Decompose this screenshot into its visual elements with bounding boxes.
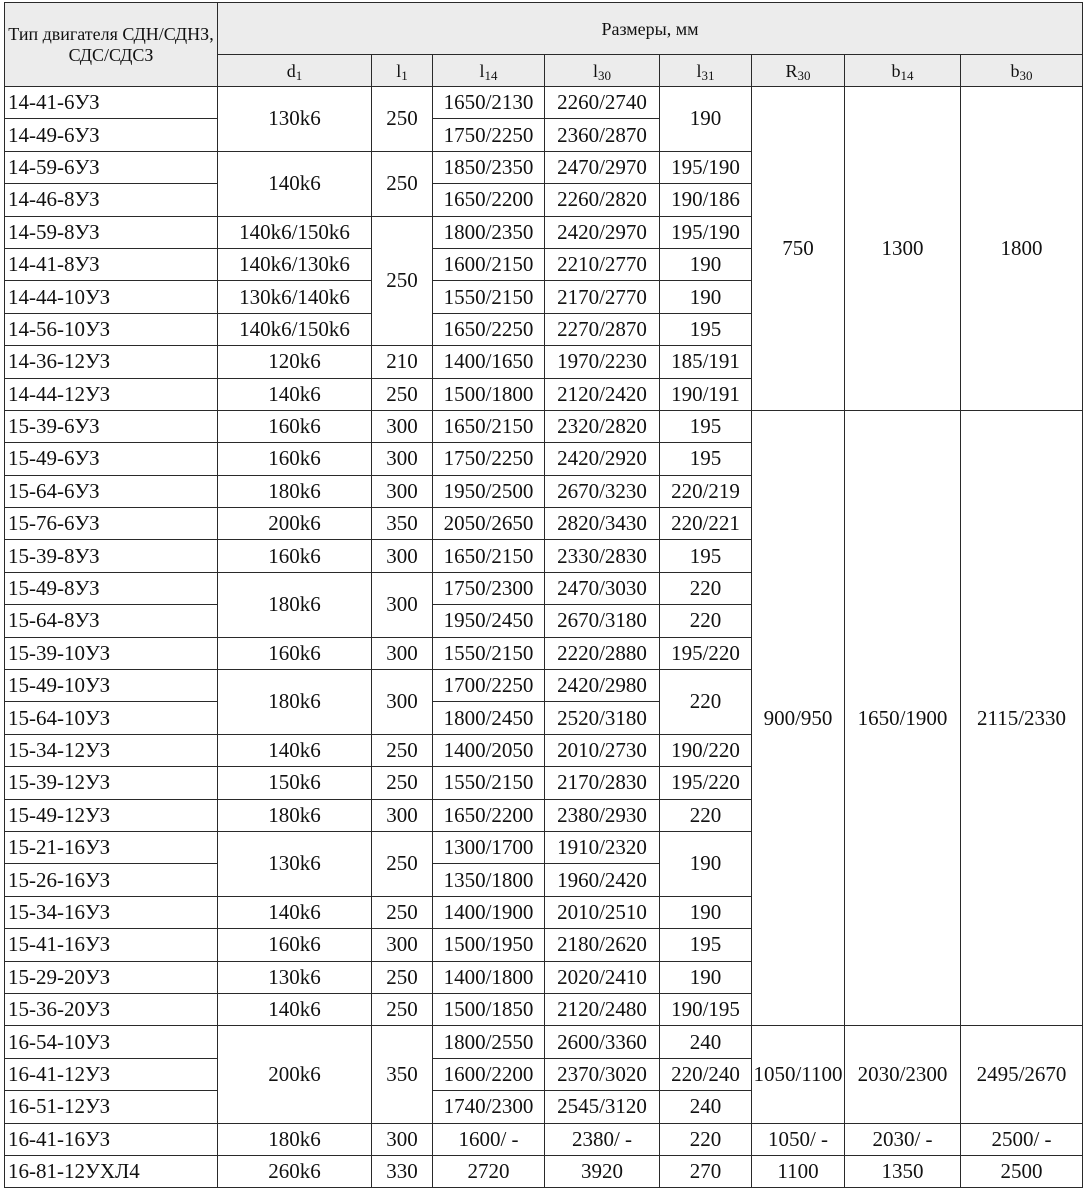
r30-cell: 1050/ - bbox=[752, 1123, 845, 1155]
l31-cell: 195/220 bbox=[660, 767, 752, 799]
l30-cell: 2420/2920 bbox=[545, 443, 660, 475]
l31-cell: 190 bbox=[660, 831, 752, 896]
l31-cell: 220 bbox=[660, 1123, 752, 1155]
l30-cell: 2260/2820 bbox=[545, 184, 660, 216]
table-row bbox=[5, 87, 1083, 119]
l30-cell: 2120/2420 bbox=[545, 378, 660, 410]
l1-cell: 250 bbox=[372, 831, 433, 896]
r30-group-cell: 1050/1100 bbox=[752, 1026, 845, 1123]
l31-cell: 190/220 bbox=[660, 734, 752, 766]
l30-cell: 2220/2880 bbox=[545, 637, 660, 669]
l14-cell: 1800/2350 bbox=[433, 216, 545, 248]
motor-type-cell: 15-21-16УЗ bbox=[5, 831, 218, 863]
l31-cell: 195 bbox=[660, 410, 752, 442]
l1-cell: 330 bbox=[372, 1155, 433, 1187]
l14-cell: 1500/1800 bbox=[433, 378, 545, 410]
l31-cell: 220 bbox=[660, 572, 752, 604]
l31-cell: 220/219 bbox=[660, 475, 752, 507]
motor-type-cell: 15-49-6УЗ bbox=[5, 443, 218, 475]
l30-cell: 2600/3360 bbox=[545, 1026, 660, 1058]
motor-type-cell: 14-56-10УЗ bbox=[5, 313, 218, 345]
d1-cell: 160k6 bbox=[218, 410, 372, 442]
l14-cell: 1400/1800 bbox=[433, 961, 545, 993]
d1-cell: 140k6/150k6 bbox=[218, 313, 372, 345]
b30-group-cell: 2115/2330 bbox=[961, 410, 1083, 1025]
l30-cell: 1960/2420 bbox=[545, 864, 660, 896]
table-row bbox=[5, 410, 1083, 442]
l30-cell: 2670/3230 bbox=[545, 475, 660, 507]
l1-cell: 300 bbox=[372, 572, 433, 637]
l30-cell: 2420/2970 bbox=[545, 216, 660, 248]
l14-cell: 1800/2550 bbox=[433, 1026, 545, 1058]
l1-cell: 300 bbox=[372, 475, 433, 507]
l1-cell: 350 bbox=[372, 1026, 433, 1123]
l31-cell: 240 bbox=[660, 1026, 752, 1058]
l14-cell: 1600/2200 bbox=[433, 1058, 545, 1090]
l14-cell: 1300/1700 bbox=[433, 831, 545, 863]
l14-cell: 1750/2250 bbox=[433, 119, 545, 151]
l14-cell: 1400/1650 bbox=[433, 346, 545, 378]
b14-cell: 1350 bbox=[845, 1155, 961, 1187]
l31-cell: 190/195 bbox=[660, 993, 752, 1025]
l1-cell: 250 bbox=[372, 993, 433, 1025]
l30-cell: 3920 bbox=[545, 1155, 660, 1187]
l14-cell: 1500/1950 bbox=[433, 929, 545, 961]
l14-cell: 1950/2450 bbox=[433, 605, 545, 637]
d1-cell: 140k6 bbox=[218, 151, 372, 216]
l1-cell: 300 bbox=[372, 443, 433, 475]
d1-cell: 180k6 bbox=[218, 1123, 372, 1155]
motor-type-cell: 14-49-6УЗ bbox=[5, 119, 218, 151]
motor-type-cell: 15-36-20УЗ bbox=[5, 993, 218, 1025]
b30-group-cell: 1800 bbox=[961, 87, 1083, 411]
l31-cell: 190/191 bbox=[660, 378, 752, 410]
d1-cell: 180k6 bbox=[218, 670, 372, 735]
sizes-header: Размеры, мм bbox=[218, 3, 1083, 55]
motor-type-cell: 15-34-16УЗ bbox=[5, 896, 218, 928]
d1-cell: 160k6 bbox=[218, 443, 372, 475]
l14-cell: 1550/2150 bbox=[433, 281, 545, 313]
col-header-b14: $b_{14}$ bbox=[845, 55, 961, 87]
table-row bbox=[5, 1123, 1083, 1155]
l30-cell: 2380/ - bbox=[545, 1123, 660, 1155]
l14-cell: 1650/2150 bbox=[433, 410, 545, 442]
l30-cell: 2380/2930 bbox=[545, 799, 660, 831]
l31-cell: 195/190 bbox=[660, 151, 752, 183]
col-header-d1: $d_1$ bbox=[218, 55, 372, 87]
b14-cell: 2030/ - bbox=[845, 1123, 961, 1155]
l30-cell: 2545/3120 bbox=[545, 1091, 660, 1123]
motor-type-cell: 14-36-12УЗ bbox=[5, 346, 218, 378]
l1-cell: 300 bbox=[372, 929, 433, 961]
l14-cell: 1950/2500 bbox=[433, 475, 545, 507]
l30-cell: 2520/3180 bbox=[545, 702, 660, 734]
d1-cell: 160k6 bbox=[218, 540, 372, 572]
d1-cell: 130k6 bbox=[218, 831, 372, 896]
l14-cell: 1650/2250 bbox=[433, 313, 545, 345]
motor-type-cell: 15-64-6УЗ bbox=[5, 475, 218, 507]
l31-cell: 190 bbox=[660, 961, 752, 993]
l31-cell: 220/221 bbox=[660, 508, 752, 540]
motor-type-cell: 16-81-12УХЛ4 bbox=[5, 1155, 218, 1187]
b14-group-cell: 2030/2300 bbox=[845, 1026, 961, 1123]
l14-cell: 1650/2130 bbox=[433, 87, 545, 119]
l31-cell: 220 bbox=[660, 799, 752, 831]
l30-cell: 2360/2870 bbox=[545, 119, 660, 151]
col-header-l30: $l_{30}$ bbox=[545, 55, 660, 87]
l30-cell: 2370/3020 bbox=[545, 1058, 660, 1090]
d1-cell: 140k6 bbox=[218, 378, 372, 410]
b30-cell: 2500/ - bbox=[961, 1123, 1083, 1155]
l31-cell: 190/186 bbox=[660, 184, 752, 216]
l31-cell: 195/220 bbox=[660, 637, 752, 669]
motor-type-cell: 15-39-6УЗ bbox=[5, 410, 218, 442]
b30-cell: 2500 bbox=[961, 1155, 1083, 1187]
d1-cell: 130k6 bbox=[218, 961, 372, 993]
col-header-l14: $l_{14}$ bbox=[433, 55, 545, 87]
l31-cell: 220 bbox=[660, 605, 752, 637]
r30-group-cell: 750 bbox=[752, 87, 845, 411]
l30-cell: 2670/3180 bbox=[545, 605, 660, 637]
b14-group-cell: 1300 bbox=[845, 87, 961, 411]
l30-cell: 2470/2970 bbox=[545, 151, 660, 183]
d1-cell: 130k6/140k6 bbox=[218, 281, 372, 313]
l1-cell: 250 bbox=[372, 151, 433, 216]
motor-type-cell: 14-59-6УЗ bbox=[5, 151, 218, 183]
motor-dimensions-table bbox=[4, 2, 1083, 1188]
l14-cell: 1400/2050 bbox=[433, 734, 545, 766]
table-row bbox=[5, 1026, 1083, 1058]
l1-cell: 350 bbox=[372, 508, 433, 540]
l14-cell: 1750/2250 bbox=[433, 443, 545, 475]
motor-type-cell: 14-44-12УЗ bbox=[5, 378, 218, 410]
motor-type-cell: 15-49-12УЗ bbox=[5, 799, 218, 831]
d1-cell: 140k6/130k6 bbox=[218, 248, 372, 280]
d1-cell: 200k6 bbox=[218, 1026, 372, 1123]
l30-cell: 2820/3430 bbox=[545, 508, 660, 540]
d1-cell: 140k6 bbox=[218, 896, 372, 928]
motor-type-cell: 16-54-10УЗ bbox=[5, 1026, 218, 1058]
motor-type-cell: 15-29-20УЗ bbox=[5, 961, 218, 993]
motor-type-cell: 15-39-12УЗ bbox=[5, 767, 218, 799]
l1-cell: 300 bbox=[372, 637, 433, 669]
l31-cell: 185/191 bbox=[660, 346, 752, 378]
l14-cell: 1500/1850 bbox=[433, 993, 545, 1025]
l14-cell: 1750/2300 bbox=[433, 572, 545, 604]
d1-cell: 260k6 bbox=[218, 1155, 372, 1187]
d1-cell: 140k6 bbox=[218, 734, 372, 766]
l14-cell: 1700/2250 bbox=[433, 670, 545, 702]
col-header-r30: $R_{30}$ bbox=[752, 55, 845, 87]
r30-cell: 1100 bbox=[752, 1155, 845, 1187]
motor-type-cell: 15-34-12УЗ bbox=[5, 734, 218, 766]
l1-cell: 250 bbox=[372, 961, 433, 993]
motor-type-cell: 16-41-16УЗ bbox=[5, 1123, 218, 1155]
l1-cell: 250 bbox=[372, 734, 433, 766]
l31-cell: 195 bbox=[660, 443, 752, 475]
l14-cell: 1800/2450 bbox=[433, 702, 545, 734]
l1-cell: 250 bbox=[372, 378, 433, 410]
l14-cell: 1600/ - bbox=[433, 1123, 545, 1155]
l30-cell: 2180/2620 bbox=[545, 929, 660, 961]
l30-cell: 2420/2980 bbox=[545, 670, 660, 702]
motor-type-cell: 15-39-8УЗ bbox=[5, 540, 218, 572]
l30-cell: 1910/2320 bbox=[545, 831, 660, 863]
l14-cell: 1400/1900 bbox=[433, 896, 545, 928]
table-row bbox=[5, 1155, 1083, 1187]
l30-cell: 2320/2820 bbox=[545, 410, 660, 442]
d1-cell: 160k6 bbox=[218, 929, 372, 961]
l31-cell: 195/190 bbox=[660, 216, 752, 248]
motor-type-cell: 14-46-8УЗ bbox=[5, 184, 218, 216]
d1-cell: 130k6 bbox=[218, 87, 372, 152]
l31-cell: 220/240 bbox=[660, 1058, 752, 1090]
l14-cell: 1650/2200 bbox=[433, 184, 545, 216]
motor-type-header: Тип двигателя СДН/СДНЗ, СДС/СДСЗ bbox=[5, 3, 218, 87]
motor-type-cell: 14-41-8УЗ bbox=[5, 248, 218, 280]
motor-type-cell: 15-26-16УЗ bbox=[5, 864, 218, 896]
d1-cell: 140k6 bbox=[218, 993, 372, 1025]
l1-cell: 210 bbox=[372, 346, 433, 378]
l31-cell: 240 bbox=[660, 1091, 752, 1123]
motor-type-cell: 15-41-16УЗ bbox=[5, 929, 218, 961]
l14-cell: 2050/2650 bbox=[433, 508, 545, 540]
l14-cell: 1550/2150 bbox=[433, 767, 545, 799]
col-header-l1: $l_1$ bbox=[372, 55, 433, 87]
l31-cell: 190 bbox=[660, 248, 752, 280]
motor-type-cell: 14-59-8УЗ bbox=[5, 216, 218, 248]
l30-cell: 2170/2830 bbox=[545, 767, 660, 799]
l31-cell: 190 bbox=[660, 281, 752, 313]
d1-cell: 120k6 bbox=[218, 346, 372, 378]
motor-type-cell: 15-49-10УЗ bbox=[5, 670, 218, 702]
l14-cell: 1350/1800 bbox=[433, 864, 545, 896]
l30-cell: 2010/2730 bbox=[545, 734, 660, 766]
l30-cell: 2470/3030 bbox=[545, 572, 660, 604]
l14-cell: 1740/2300 bbox=[433, 1091, 545, 1123]
l30-cell: 1970/2230 bbox=[545, 346, 660, 378]
l30-cell: 2260/2740 bbox=[545, 87, 660, 119]
l14-cell: 1550/2150 bbox=[433, 637, 545, 669]
l14-cell: 1650/2150 bbox=[433, 540, 545, 572]
motor-type-cell: 15-49-8УЗ bbox=[5, 572, 218, 604]
motor-type-cell: 14-41-6УЗ bbox=[5, 87, 218, 119]
d1-cell: 140k6/150k6 bbox=[218, 216, 372, 248]
l31-cell: 190 bbox=[660, 87, 752, 152]
l1-cell: 250 bbox=[372, 216, 433, 346]
motor-type-cell: 15-39-10УЗ bbox=[5, 637, 218, 669]
motor-type-cell: 15-76-6УЗ bbox=[5, 508, 218, 540]
l30-cell: 2210/2770 bbox=[545, 248, 660, 280]
l1-cell: 300 bbox=[372, 799, 433, 831]
l14-cell: 1850/2350 bbox=[433, 151, 545, 183]
d1-cell: 160k6 bbox=[218, 637, 372, 669]
motor-type-cell: 15-64-10УЗ bbox=[5, 702, 218, 734]
l1-cell: 250 bbox=[372, 767, 433, 799]
l30-cell: 2120/2480 bbox=[545, 993, 660, 1025]
l30-cell: 2170/2770 bbox=[545, 281, 660, 313]
l31-cell: 195 bbox=[660, 929, 752, 961]
l1-cell: 300 bbox=[372, 410, 433, 442]
l1-cell: 300 bbox=[372, 670, 433, 735]
d1-cell: 180k6 bbox=[218, 572, 372, 637]
l1-cell: 250 bbox=[372, 87, 433, 152]
l14-cell: 2720 bbox=[433, 1155, 545, 1187]
d1-cell: 180k6 bbox=[218, 475, 372, 507]
l1-cell: 300 bbox=[372, 540, 433, 572]
l31-cell: 220 bbox=[660, 670, 752, 735]
l31-cell: 195 bbox=[660, 313, 752, 345]
b30-group-cell: 2495/2670 bbox=[961, 1026, 1083, 1123]
col-header-l31: $l_{31}$ bbox=[660, 55, 752, 87]
r30-group-cell: 900/950 bbox=[752, 410, 845, 1025]
l1-cell: 300 bbox=[372, 1123, 433, 1155]
l31-cell: 195 bbox=[660, 540, 752, 572]
l30-cell: 2270/2870 bbox=[545, 313, 660, 345]
d1-cell: 180k6 bbox=[218, 799, 372, 831]
motor-type-cell: 16-41-12УЗ bbox=[5, 1058, 218, 1090]
l1-cell: 250 bbox=[372, 896, 433, 928]
d1-cell: 150k6 bbox=[218, 767, 372, 799]
b14-group-cell: 1650/1900 bbox=[845, 410, 961, 1025]
motor-type-cell: 16-51-12УЗ bbox=[5, 1091, 218, 1123]
l31-cell: 190 bbox=[660, 896, 752, 928]
l30-cell: 2330/2830 bbox=[545, 540, 660, 572]
l14-cell: 1600/2150 bbox=[433, 248, 545, 280]
col-header-b30: $b_{30}$ bbox=[961, 55, 1083, 87]
d1-cell: 200k6 bbox=[218, 508, 372, 540]
l30-cell: 2010/2510 bbox=[545, 896, 660, 928]
motor-type-cell: 14-44-10УЗ bbox=[5, 281, 218, 313]
l14-cell: 1650/2200 bbox=[433, 799, 545, 831]
l31-cell: 270 bbox=[660, 1155, 752, 1187]
l30-cell: 2020/2410 bbox=[545, 961, 660, 993]
motor-type-cell: 15-64-8УЗ bbox=[5, 605, 218, 637]
